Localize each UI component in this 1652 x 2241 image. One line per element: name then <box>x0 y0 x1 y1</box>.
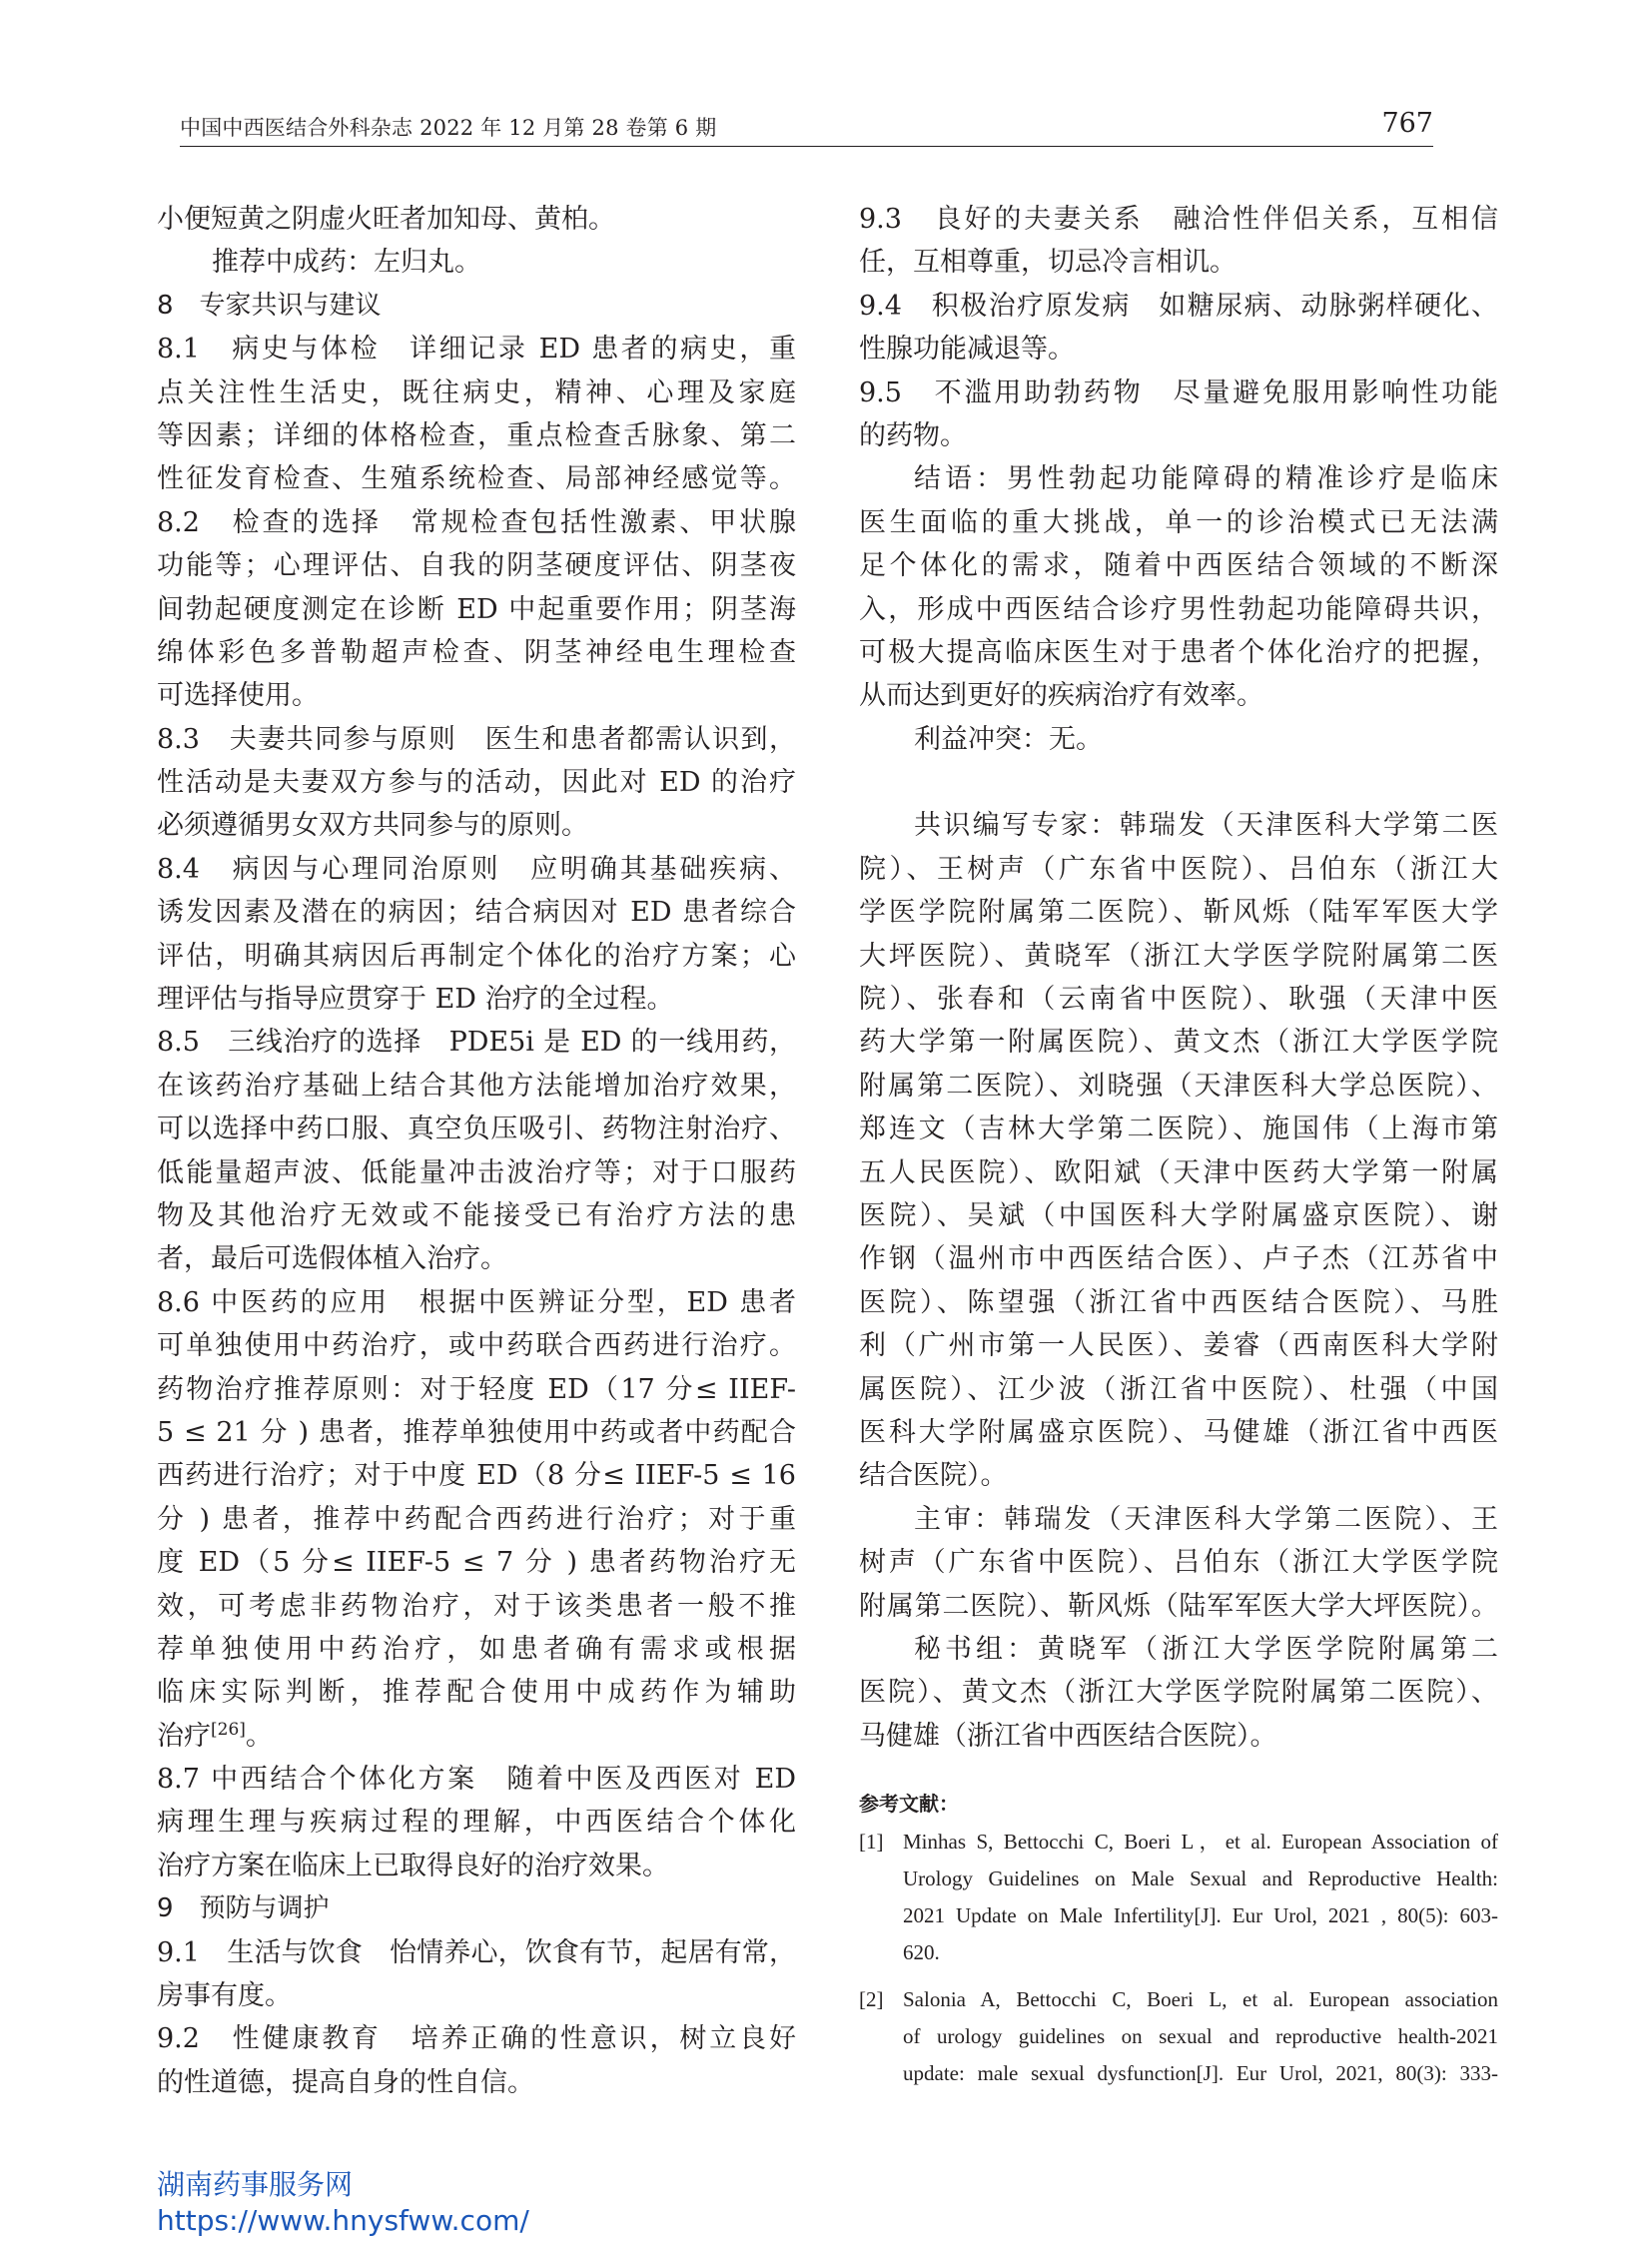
text-line: 8.3 夫妻共同参与原则 医生和患者都需认识到， <box>157 723 796 755</box>
text-line: 学医学院附属第二医院）、靳风烁（陆军军医大学 <box>859 897 1498 929</box>
text-line: 8.5 三线治疗的选择 PDE5i 是 ED 的一线用药， <box>157 1027 796 1059</box>
text-line: 理评估与指导应贯穿于 ED 治疗的全过程。 <box>157 984 674 1016</box>
right-column <box>859 198 1498 2092</box>
text-line: 诱发因素及潜在的病因；结合病因对 ED 患者综合 <box>157 897 796 929</box>
text-line: 效，可考虑非药物治疗，对于该类患者一般不推 <box>157 1590 796 1622</box>
text-line: 作钢（温州市中西医结合医）、卢子杰（江苏省中 <box>859 1243 1498 1275</box>
text-line: 荐单独使用中药治疗，如患者确有需求或根据 <box>157 1633 796 1665</box>
left-column <box>157 198 796 2104</box>
text-line: 属医院）、江少波（浙江省中医院）、杜强（中国 <box>859 1373 1498 1405</box>
text-line: 结合医院）。 <box>859 1460 1008 1492</box>
text-line: 8.1 病史与体检 详细记录 ED 患者的病史，重 <box>157 334 796 366</box>
text-line: 间勃起硬度测定在诊断 ED 中起重要作用；阴茎海 <box>157 593 796 625</box>
text-line: 5 ≤ 21 分 ) 患者，推荐单独使用中药或者中药配合 <box>157 1416 796 1448</box>
text-line: 房事有度。 <box>157 1980 292 2012</box>
text-line: 药大学第一附属医院）、黄文杰（浙江大学医学院 <box>859 1027 1498 1059</box>
watermark-name: 湖南药事服务网 <box>157 2168 354 2201</box>
reference-line: Minhas S, Bettocchi C, Boeri L，et al. European Association of <box>903 1830 1498 1855</box>
text-line: 可极大提高临床医生对于患者个体化治疗的把握， <box>859 636 1498 668</box>
section-heading: 8 专家共识与建议 <box>157 290 382 321</box>
text-line: 的性道德，提高自身的性自信。 <box>157 2066 534 2098</box>
text-line: 绵体彩色多普勒超声检查、阴茎神经电生理检查 <box>157 636 796 668</box>
reference-number: [2] <box>859 1987 884 2012</box>
text-line: 树声（广东省中医院）、吕伯东（浙江大学医学院 <box>859 1547 1498 1579</box>
text-line: 附属第二医院）、靳风烁（陆军军医大学大坪医院）。 <box>859 1590 1498 1622</box>
text-line: 可选择使用。 <box>157 680 319 712</box>
text-line: 9.1 生活与饮食 怡情养心，饮食有节，起居有常， <box>157 1936 796 1968</box>
text-line: 郑连文（吉林大学第二医院）、施国伟（上海市第 <box>859 1114 1498 1145</box>
text-line: 医院）、陈望强（浙江省中西医结合医院）、马胜 <box>859 1286 1498 1318</box>
text-line: 在该药治疗基础上结合其他方法能增加治疗效果， <box>157 1070 796 1102</box>
text-line: 药物治疗推荐原则：对于轻度 ED（17 分≤ IIEF- <box>157 1373 796 1405</box>
reference-line: Urology Guidelines on Male Sexual and Reproductive Health: <box>903 1867 1498 1891</box>
text-line: 度 ED（5 分≤ IIEF-5 ≤ 7 分 ) 患者药物治疗无 <box>157 1547 796 1579</box>
text-line: 分 ) 患者，推荐中药配合西药进行治疗；对于重 <box>157 1503 796 1535</box>
reference-item <box>859 1824 1498 1971</box>
text-fragment: 。 <box>245 1720 273 1752</box>
text-line: 物及其他治疗无效或不能接受已有治疗方法的患 <box>157 1199 796 1231</box>
text-line: 8.7 中西结合个体化方案 随着中医及西医对 ED <box>157 1764 796 1796</box>
watermark-url: https://www.hnysfww.com/ <box>157 2204 529 2237</box>
text-line: 西药进行治疗；对于中度 ED（8 分≤ IIEF-5 ≤ 16 <box>157 1460 796 1492</box>
text-line: 医院）、吴斌（中国医科大学附属盛京医院）、谢 <box>859 1199 1498 1231</box>
text-line: 院）、王树声（广东省中医院）、吕伯东（浙江大 <box>859 853 1498 885</box>
section-heading: 9 预防与调护 <box>157 1893 330 1924</box>
text-line: 可以选择中药口服、真空负压吸引、药物注射治疗、 <box>157 1114 796 1145</box>
page-number: 767 <box>1381 108 1433 139</box>
text-line: 9.5 不滥用助勃药物 尽量避免服用影响性功能 <box>859 376 1498 408</box>
text-line: 9.3 良好的夫妻关系 融洽性伴侣关系，互相信 <box>859 204 1498 235</box>
text-line: 点关注性生活史，既往病史，精神、心理及家庭 <box>157 376 796 408</box>
text-line: 临床实际判断，推荐配合使用中成药作为辅助 <box>157 1677 796 1709</box>
text-line: 小便短黄之阴虚火旺者加知母、黄柏。 <box>157 204 615 235</box>
text-line: 性活动是夫妻双方参与的活动，因此对 ED 的治疗 <box>157 767 796 799</box>
text-line: 五人民医院）、欧阳斌（天津中医药大学第一附属 <box>859 1156 1498 1188</box>
text-line: 附属第二医院）、刘晓强（天津医科大学总医院）、 <box>859 1070 1498 1102</box>
text-line: 8.6 中医药的应用 根据中医辨证分型，ED 患者 <box>157 1286 796 1318</box>
text-line: 医生面临的重大挑战，单一的诊治模式已无法满 <box>859 506 1498 538</box>
text-line: 性征发育检查、生殖系统检查、局部神经感觉等。 <box>157 463 796 495</box>
header-rule <box>180 146 1433 147</box>
text-line: 等因素；详细的体格检查，重点检查舌脉象、第二 <box>157 419 796 451</box>
text-line: 大坪医院）、黄晓军（浙江大学医学院附属第二医 <box>859 940 1498 972</box>
text-line: 医院）、黄文杰（浙江大学医学院附属第二医院）、 <box>859 1677 1498 1709</box>
watermark <box>157 2167 529 2239</box>
text-line: 性腺功能减退等。 <box>859 334 1075 366</box>
text-line: 从而达到更好的疾病治疗有效率。 <box>859 680 1263 712</box>
text-line: 秘书组：黄晓军（浙江大学医学院附属第二 <box>914 1633 1498 1665</box>
text-line: 评估，明确其病因后再制定个体化的治疗方案；心 <box>157 940 796 972</box>
text-line: 低能量超声波、低能量冲击波治疗等；对于口服药 <box>157 1156 796 1188</box>
text-line: 必须遵循男女双方共同参与的原则。 <box>157 810 588 842</box>
citation-marker: [26] <box>211 1719 246 1740</box>
text-line: 8.2 检查的选择 常规检查包括性激素、甲状腺 <box>157 506 796 538</box>
reference-line: update: male sexual dysfunction[J]. Eur Urol, 2021, 80(3): 333- <box>903 2061 1498 2086</box>
text-line: 共识编写专家：韩瑞发（天津医科大学第二医 <box>914 810 1498 842</box>
blank-line <box>859 761 1498 804</box>
text-line: 9.2 性健康教育 培养正确的性意识，树立良好 <box>157 2023 796 2055</box>
text-line: 可单独使用中药治疗，或中药联合西药进行治疗。 <box>157 1330 796 1362</box>
text-line: 任，互相尊重，切忌冷言相讥。 <box>859 247 1237 279</box>
reference-number: [1] <box>859 1830 884 1855</box>
reference-line: of urology guidelines on sexual and reproductive health-2021 <box>903 2024 1498 2049</box>
reference-item <box>859 1981 1498 2092</box>
text-line: 9.4 积极治疗原发病 如糖尿病、动脉粥样硬化、 <box>859 290 1498 322</box>
text-line: 主审：韩瑞发（天津医科大学第二医院）、王 <box>914 1503 1498 1535</box>
text-line-with-citation <box>157 1715 796 1758</box>
text-line: 马健雄（浙江省中西医结合医院）。 <box>859 1720 1277 1752</box>
text-line: 入，形成中西医结合诊疗男性勃起功能障碍共识， <box>859 593 1498 625</box>
reference-line: 2021 Update on Male Infertility[J]. Eur Urol, 2021 , 80(5): 603- <box>903 1903 1498 1928</box>
text-line: 结语：男性勃起功能障碍的精准诊疗是临床 <box>914 463 1498 495</box>
journal-title: 中国中西医结合外科杂志 2022 年 12 月第 28 卷第 6 期 <box>180 116 717 140</box>
text-line: 院）、张春和（云南省中医院）、耿强（天津中医 <box>859 984 1498 1016</box>
text-line: 利益冲突：无。 <box>914 723 1103 755</box>
text-line: 病理生理与疾病过程的理解，中西医结合个体化 <box>157 1807 796 1839</box>
text-line: 者，最后可选假体植入治疗。 <box>157 1243 507 1275</box>
text-fragment: 治疗 <box>157 1720 211 1752</box>
text-line: 利（广州市第一人民医）、姜睿（西南医科大学附 <box>859 1330 1498 1362</box>
text-line: 足个体化的需求，随着中西医结合领域的不断深 <box>859 550 1498 582</box>
text-line: 功能等；心理评估、自我的阴茎硬度评估、阴茎夜 <box>157 550 796 582</box>
text-line: 推荐中成药：左归丸。 <box>212 247 481 279</box>
text-line: 医科大学附属盛京医院）、马健雄（浙江省中西医 <box>859 1416 1498 1448</box>
running-header <box>180 108 1433 144</box>
reference-line: 620. <box>903 1940 940 1965</box>
reference-line: Salonia A, Bettocchi C, Boeri L, et al. European association <box>903 1987 1498 2012</box>
references-title: 参考文献： <box>859 1792 959 1817</box>
text-line: 的药物。 <box>859 419 967 451</box>
text-line: 治疗方案在临床上已取得良好的治疗效果。 <box>157 1850 669 1881</box>
text-line: 8.4 病因与心理同治原则 应明确其基础疾病、 <box>157 853 796 885</box>
